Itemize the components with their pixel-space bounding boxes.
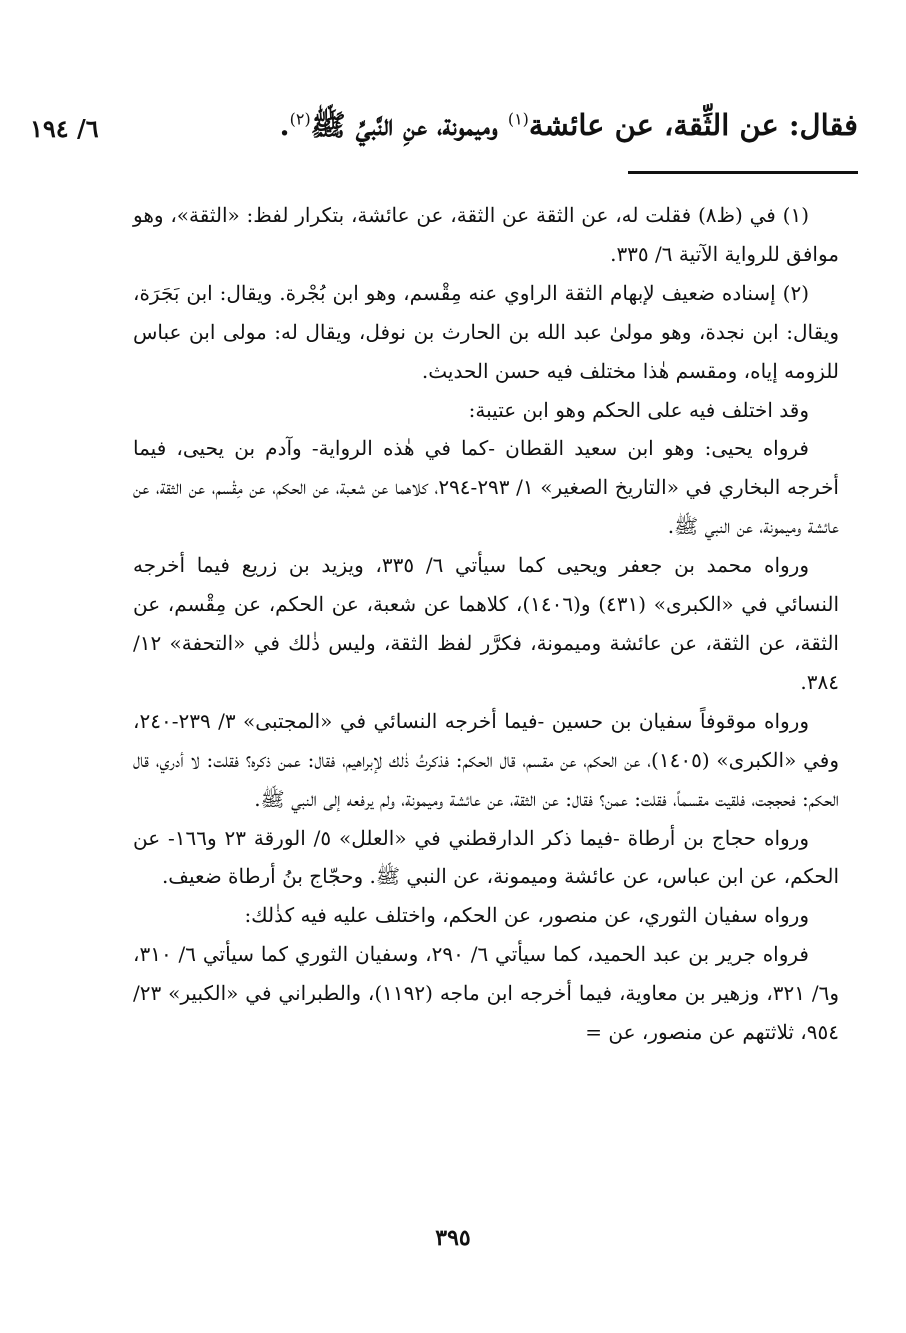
hadith-text-end: . (279, 108, 290, 142)
footnote-1: (١) في (ظ٨) فقلت له، عن الثقة عن الثقة، عن عائشة، بتكرار لفظ: «الثقة»، وهو موافق للرواية الآتية ٦/ ٣٣٥. (133, 203, 839, 266)
page-number: ٣٩٥ (435, 1225, 471, 1251)
hadith-header (30, 100, 858, 160)
footnote-marker-1: (١) (507, 109, 529, 129)
footnote-paragraph: وقد اختلف فيه على الحكم وهو ابن عتيبة: (468, 397, 809, 422)
footnote-paragraph: ورواه حجاج بن أرطاة -فيما ذكر الدارقطني في «العلل» ٥/ الورقة ٢٣ و١٦٦- عن الحكم، عن ابن عباس، عن عائشة وميمونة، عن النبي ﷺ. وحجّاج بنُ أرطاة ضعيف. (133, 825, 839, 889)
footnote-2: (٢) إسناده ضعيف لإبهام الثقة الراوي عنه مِقْسم، وهو ابن بُجْرة. ويقال: ابن بَجَرَة، ويقال: ابن نجدة، وهو مولىٰ عبد الله بن الحارث بن نوفل، ويقال له: مولى ابن عباس للزومه إياه، ومقسم هٰذا مختلف فيه حسن الحديث. (133, 280, 839, 383)
footnote-paragraph: ورواه سفيان الثوري، عن منصور، عن الحكم، واختلف عليه فيه كذٰلك: (244, 903, 809, 928)
footnotes-section (133, 196, 839, 1052)
volume-page-reference: ٦/ ١٩٤ (30, 114, 99, 143)
footnote-paragraph: فرواه يحيى: وهو ابن سعيد القطان -كما في هٰذه الرواية- وآدم بن يحيى، فيما أخرجه البخاري في «التاريخ الصغير» ١/ ٢٩٣-٢٩٤، كلاهما عن شعبة، عن الحكم، عن مِقْسم، عن الثقة، عن عائشة وميمونة، عن النبي ﷺ. (133, 436, 839, 539)
footnote-marker-2: (٢) (289, 109, 311, 129)
footnote-paragraph: ورواه محمد بن جعفر ويحيى كما سيأتي ٦/ ٣٣٥، ويزيد بن زريع فيما أخرجه النسائي في «الكبرى» (٤٣١) و(١٤٠٦)، كلاهما عن شعبة، عن الحكم، عن مِقْسم، عن الثقة، عن الثقة، عن عائشة وميمونة، فكرَّر لفظ الثقة، وليس ذٰلك في «التحفة» ١٢/ ٣٨٤. (133, 553, 840, 694)
footnote-paragraph: ورواه موقوفاً سفيان بن حسين -فيما أخرجه النسائي في «المجتبى» ٣/ ٢٣٩-٢٤٠، وفي «الكبرى» (١٤٠٥)، عن الحكم، عن مقسم، قال الحكم: فذكرتُ ذٰلك لإبراهيم، فقال: عمن ذكره؟ فقلت: لا أدري، قال الحكم: فحججت، فلقيت مقسماً، فقلت: عمن؟ فقال: عن الثقة، عن عائشة وميمونة، ولم يرفعه إلى النبي ﷺ. (133, 708, 839, 811)
hadith-text-start: فقال: عن الثِّقة، عن عائشة (528, 108, 858, 142)
footnote-separator-line (628, 171, 858, 174)
footnote-paragraph: فرواه جرير بن عبد الحميد، كما سيأتي ٦/ ٢٩٠، وسفيان الثوري كما سيأتي ٦/ ٣١٠، و٦/ ٣٢١، وزهير بن معاوية، فيما أخرجه ابن ماجه (١١٩٢)، والطبراني في «الكبير» ٢٣/ ٩٥٤، ثلاثتهم عن منصور، عن = (133, 942, 839, 1045)
hadith-text (280, 108, 858, 150)
hadith-text-middle: وميمونة، عنِ النَّبيِّ ﷺ (310, 108, 508, 142)
